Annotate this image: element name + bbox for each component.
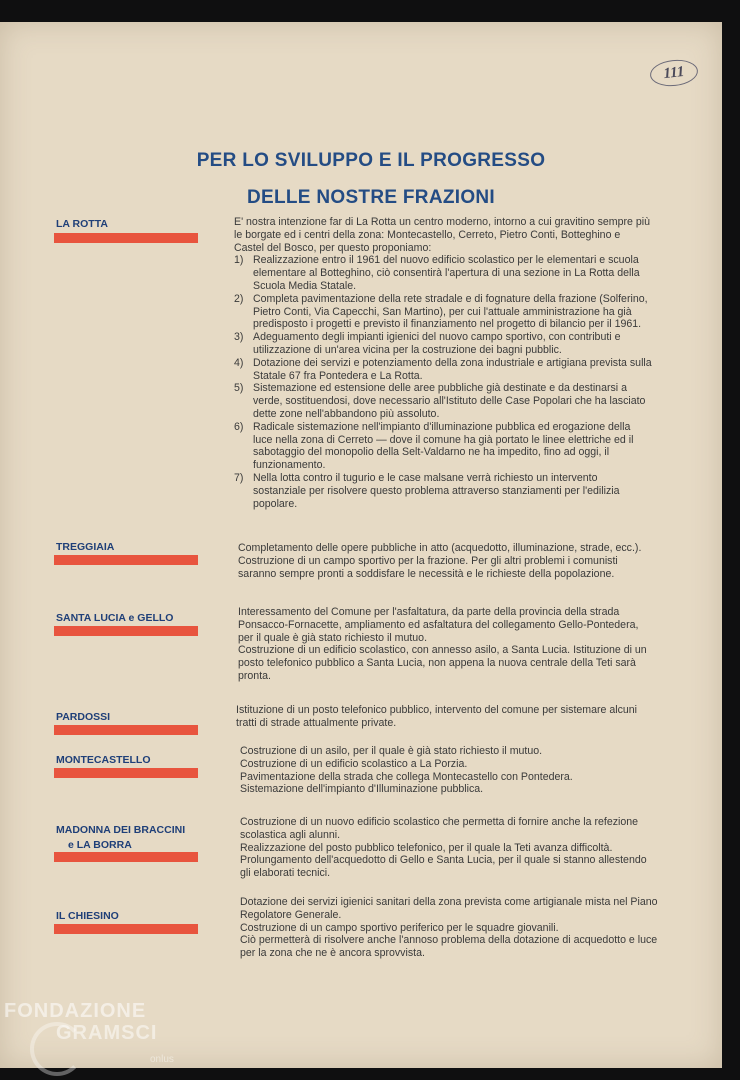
section-label-chiesino: IL CHIESINO [56,910,119,922]
section-body-chiesino [240,896,660,960]
list-item: 5) Sistemazione ed estensione delle aree pubbliche già destinate e da destinarsi a verde, sostituendosi, dove necessario all'Istituto delle Case Popolari che ha lasciato dette zone nell'abbandono più assoluto. [234,382,646,420]
list-item: 6) Radicale sistemazione nell'impianto d'illuminazione pubblica ed erogazione della luce nella zona di Cerreto — dove il comune ha già portato le linee elettriche ed il sabotaggio del monopolio della Selt-Valdarno ne ha impedito, fino ad oggi, il funzionamento. [234,420,634,472]
section-body-madonna [240,816,660,880]
montecastello-line: Costruzione di un asilo, per il quale è già stato richiesto il mutuo. [240,745,543,757]
madonna-label-line-1: MADONNA DEI BRACCINI [56,824,186,836]
page-number: 111 [649,58,699,89]
section-body-pardossi: Istituzione di un posto telefonico pubblico, intervento del comune per sistemare alcuni tratti di strade attualmente private. [236,704,638,729]
madonna-paragraph-3: Prolungamento dell'acquedotto di Gello e Santa Lucia, per il quale si stanno allestendo gli elaborati tecnici. [240,854,647,880]
section-label-la-rotta: LA ROTTA [56,218,108,230]
section-bar-montecastello [54,768,198,778]
section-bar-pardossi [54,725,198,735]
watermark-line-2: GRAMSCI [56,1022,158,1044]
chiesino-paragraph-1: Dotazione dei servizi igienici sanitari della zona prevista come artigianale mista nel Piano Regolatore Generale. [240,896,658,921]
list-item: 7) Nella lotta contro il tugurio e le case malsane verrà richiesto un intervento sostanziale per risolvere questo problema attraverso stanziamenti per l'edilizia popolare. [234,471,620,510]
list-item: 2) Completa pavimentazione della rete stradale e di fognature della frazione (Solferino, Pietro Conti, Via Capecchi, San Martino), per cui l'attuale amministrazione ha già predisposto i progetti e previsto il finanziamento nel progetto di bilancio per il 1961. [234,292,648,331]
section-body-santa-lucia [238,606,656,683]
title-line-2: DELLE NOSTRE FRAZIONI [246,187,496,208]
montecastello-line: Sistemazione dell'impianto d'Illuminazione pubblica. [240,783,484,796]
section-label-montecastello: MONTECASTELLO [56,754,151,766]
montecastello-line: Pavimentazione della strada che collega Montecastello con Pontedera. [240,770,573,783]
section-bar-santa-lucia [54,626,198,636]
section-label-treggiaia: TREGGIAIA [56,541,115,553]
document-sheet [0,22,722,1068]
la-rotta-list [234,254,652,510]
chiesino-paragraph-2: Costruzione di un campo sportivo periferico per le squadre giovanili. [240,921,559,934]
madonna-paragraph-1: Costruzione di un nuovo edificio scolastico che permetta di fornire anche la refezione scolastica agli alunni. [240,816,639,841]
section-bar-la-rotta [54,233,198,243]
list-item: 4) Dotazione dei servizi e potenziamento della zona industriale e artigiana prevista sulla Statale 67 fra Pontedera e La Rotta. [234,356,652,382]
section-label-pardossi: PARDOSSI [56,711,111,723]
section-bar-chiesino [54,924,198,934]
title-line-1: PER LO SVILUPPO E IL PROGRESSO [196,150,546,171]
la-rotta-intro: E' nostra intenzione far di La Rotta un centro moderno, intorno a cui gravitino sempre più le borgate ed i centri della zona: Montecastello, Cerreto, Pietro Conti, Botteghino e Castel del Bosco, per questo proponiamo: [234,216,651,254]
watermark-line-1: FONDAZIONE [4,1000,147,1022]
montecastello-line: Costruzione di un edificio scolastico a La Porzia. [240,757,468,770]
list-item: 3) Adeguamento degli impianti igienici del nuovo campo sportivo, con contributi e utilizzazione di un'area vicina per la costruzione dei bagni pubblic. [234,331,621,356]
section-body-la-rotta [234,216,652,510]
section-label-madonna [56,823,198,853]
santa-lucia-paragraph-2: Costruzione di un edificio scolastico, con annesso asilo, a Santa Lucia. Istituzione di un posto telefonico pubblico a Santa Lucia, non appena la nuova centrale della Teti sarà pronta. [238,644,647,682]
madonna-paragraph-2: Realizzazione del posto pubblico telefonico, per il quale la Teti avanza difficoltà. [240,841,613,854]
watermark-suffix: onlus [150,1054,174,1065]
madonna-label-line-2: e LA BORRA [68,839,132,851]
list-item: 1) Realizzazione entro il 1961 del nuovo edificio scolastico per le elementari e scuola elementare al Botteghino, ciò consentirà l'apertura di una sezione in La Rotta della Scuola Media Statale. [234,254,640,292]
section-label-santa-lucia: SANTA LUCIA e GELLO [56,612,174,624]
section-body-montecastello [240,745,660,796]
section-bar-treggiaia [54,555,198,565]
section-bar-madonna [54,852,198,862]
section-body-treggiaia: Completamento delle opere pubbliche in atto (acquedotto, illuminazione, strade, ecc.). Costruzione di un campo sportivo per la frazione. Per gli altri problemi i comunisti saranno sempre pronti a soddisfare le necessità e le richieste della popolazione. [238,542,642,580]
santa-lucia-paragraph-1: Interessamento del Comune per l'asfaltatura, da parte della provincia della strada Ponsacco-Fornacette, ampliamento ed asfaltatura del collegamento Gello-Pontedera, per il quale è già stato richiesto il mutuo. [238,606,639,644]
chiesino-paragraph-3: Ciò permetterà di risolvere anche l'annoso problema della dotazione di acquedotto e luce per la zona che ne è ancora sprovvista. [240,934,658,960]
